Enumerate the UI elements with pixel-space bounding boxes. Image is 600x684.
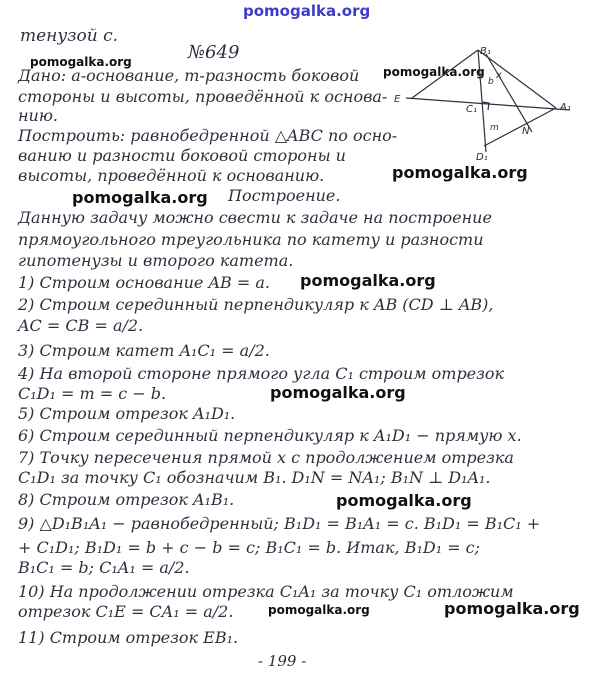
step-10-cont: отрезок C₁E = CA₁ = a/2. [18, 602, 234, 621]
construct-line-1: Построить: равнобедренной △ABC по осно- [18, 126, 398, 145]
step-4-cont: C₁D₁ = m = c − b. [18, 384, 167, 403]
construction-diagram [392, 40, 580, 164]
step-7-cont: C₁D₁ за точку C₁ обозначим B₁. D₁N = NA₁; B₁N ⊥ D₁A₁. [18, 468, 491, 487]
watermark: pomogalka.org [392, 163, 528, 182]
construct-line-3: высоты, проведённой к основанию. [18, 166, 325, 185]
construct-line-2: ванию и разности боковой стороны и [18, 146, 346, 165]
intro-line-1: Данную задачу можно свести к задаче на построение [18, 208, 492, 227]
label-d1: D₁ [476, 152, 488, 163]
watermark: pomogalka.org [268, 603, 370, 617]
label-m: m [490, 123, 499, 133]
watermark: pomogalka.org [336, 491, 472, 510]
step-1: 1) Строим основание AB = a. [18, 273, 270, 292]
line-eb1 [412, 50, 478, 98]
given-line-3: нию. [18, 106, 59, 125]
step-5: 5) Строим отрезок A₁D₁. [18, 404, 236, 423]
header-fragment: тенузой c. [20, 26, 119, 46]
step-10: 10) На продолжении отрезка C₁A₁ за точку C₁ отложим [18, 582, 514, 601]
problem-number: №649 [188, 42, 240, 63]
label-a1: A₁ [560, 102, 571, 113]
given-line-2: стороны и высоты, проведённой к основа- [18, 87, 388, 106]
watermark: pomogalka.org [270, 383, 406, 402]
watermark: pomogalka.org [383, 65, 485, 79]
intro-line-2: прямоугольного треугольника по катету и разности [18, 230, 484, 249]
label-n: N [522, 126, 530, 137]
label-c1: C₁ [466, 104, 477, 115]
watermark: pomogalka.org [30, 55, 132, 69]
construction-title: Построение. [228, 186, 341, 205]
step-4: 4) На второй стороне прямого угла C₁ строим отрезок [18, 364, 505, 383]
step-8: 8) Строим отрезок A₁B₁. [18, 490, 235, 509]
step-2-cont: AC = CB = a/2. [18, 316, 144, 335]
step-6: 6) Строим серединный перпендикуляр к A₁D₁ − прямую x. [18, 426, 522, 445]
step-3: 3) Строим катет A₁C₁ = a/2. [18, 341, 270, 360]
step-9-cont-2: B₁C₁ = b; C₁A₁ = a/2. [18, 558, 190, 577]
label-e: E [394, 94, 401, 105]
watermark-top: pomogalka.org [243, 2, 371, 20]
label-b1: B₁ [480, 46, 491, 57]
step-2: 2) Строим серединный перпендикуляр к AB (CD ⊥ AB), [18, 295, 494, 314]
step-11: 11) Строим отрезок EB₁. [18, 628, 239, 647]
watermark: pomogalka.org [444, 599, 580, 618]
step-7: 7) Точку пересечения прямой x с продолжением отрезка [18, 448, 514, 467]
label-b: b [488, 77, 494, 87]
watermark: pomogalka.org [300, 271, 436, 290]
step-9-cont-1: + C₁D₁; B₁D₁ = b + c − b = c; B₁C₁ = b. Итак, B₁D₁ = c; [18, 538, 481, 557]
page-number: - 199 - [258, 652, 307, 670]
watermark: pomogalka.org [72, 188, 208, 207]
step-9: 9) △D₁B₁A₁ − равнобедренный; B₁D₁ = B₁A₁ = c. B₁D₁ = B₁C₁ + [18, 514, 541, 533]
line-b1d1 [478, 50, 486, 152]
given-line-1: Дано: a-основание, m-разность боковой [18, 66, 360, 85]
label-x: x [496, 70, 502, 81]
intro-line-3: гипотенузы и второго катета. [18, 251, 294, 270]
perpendicular-x [486, 54, 532, 132]
